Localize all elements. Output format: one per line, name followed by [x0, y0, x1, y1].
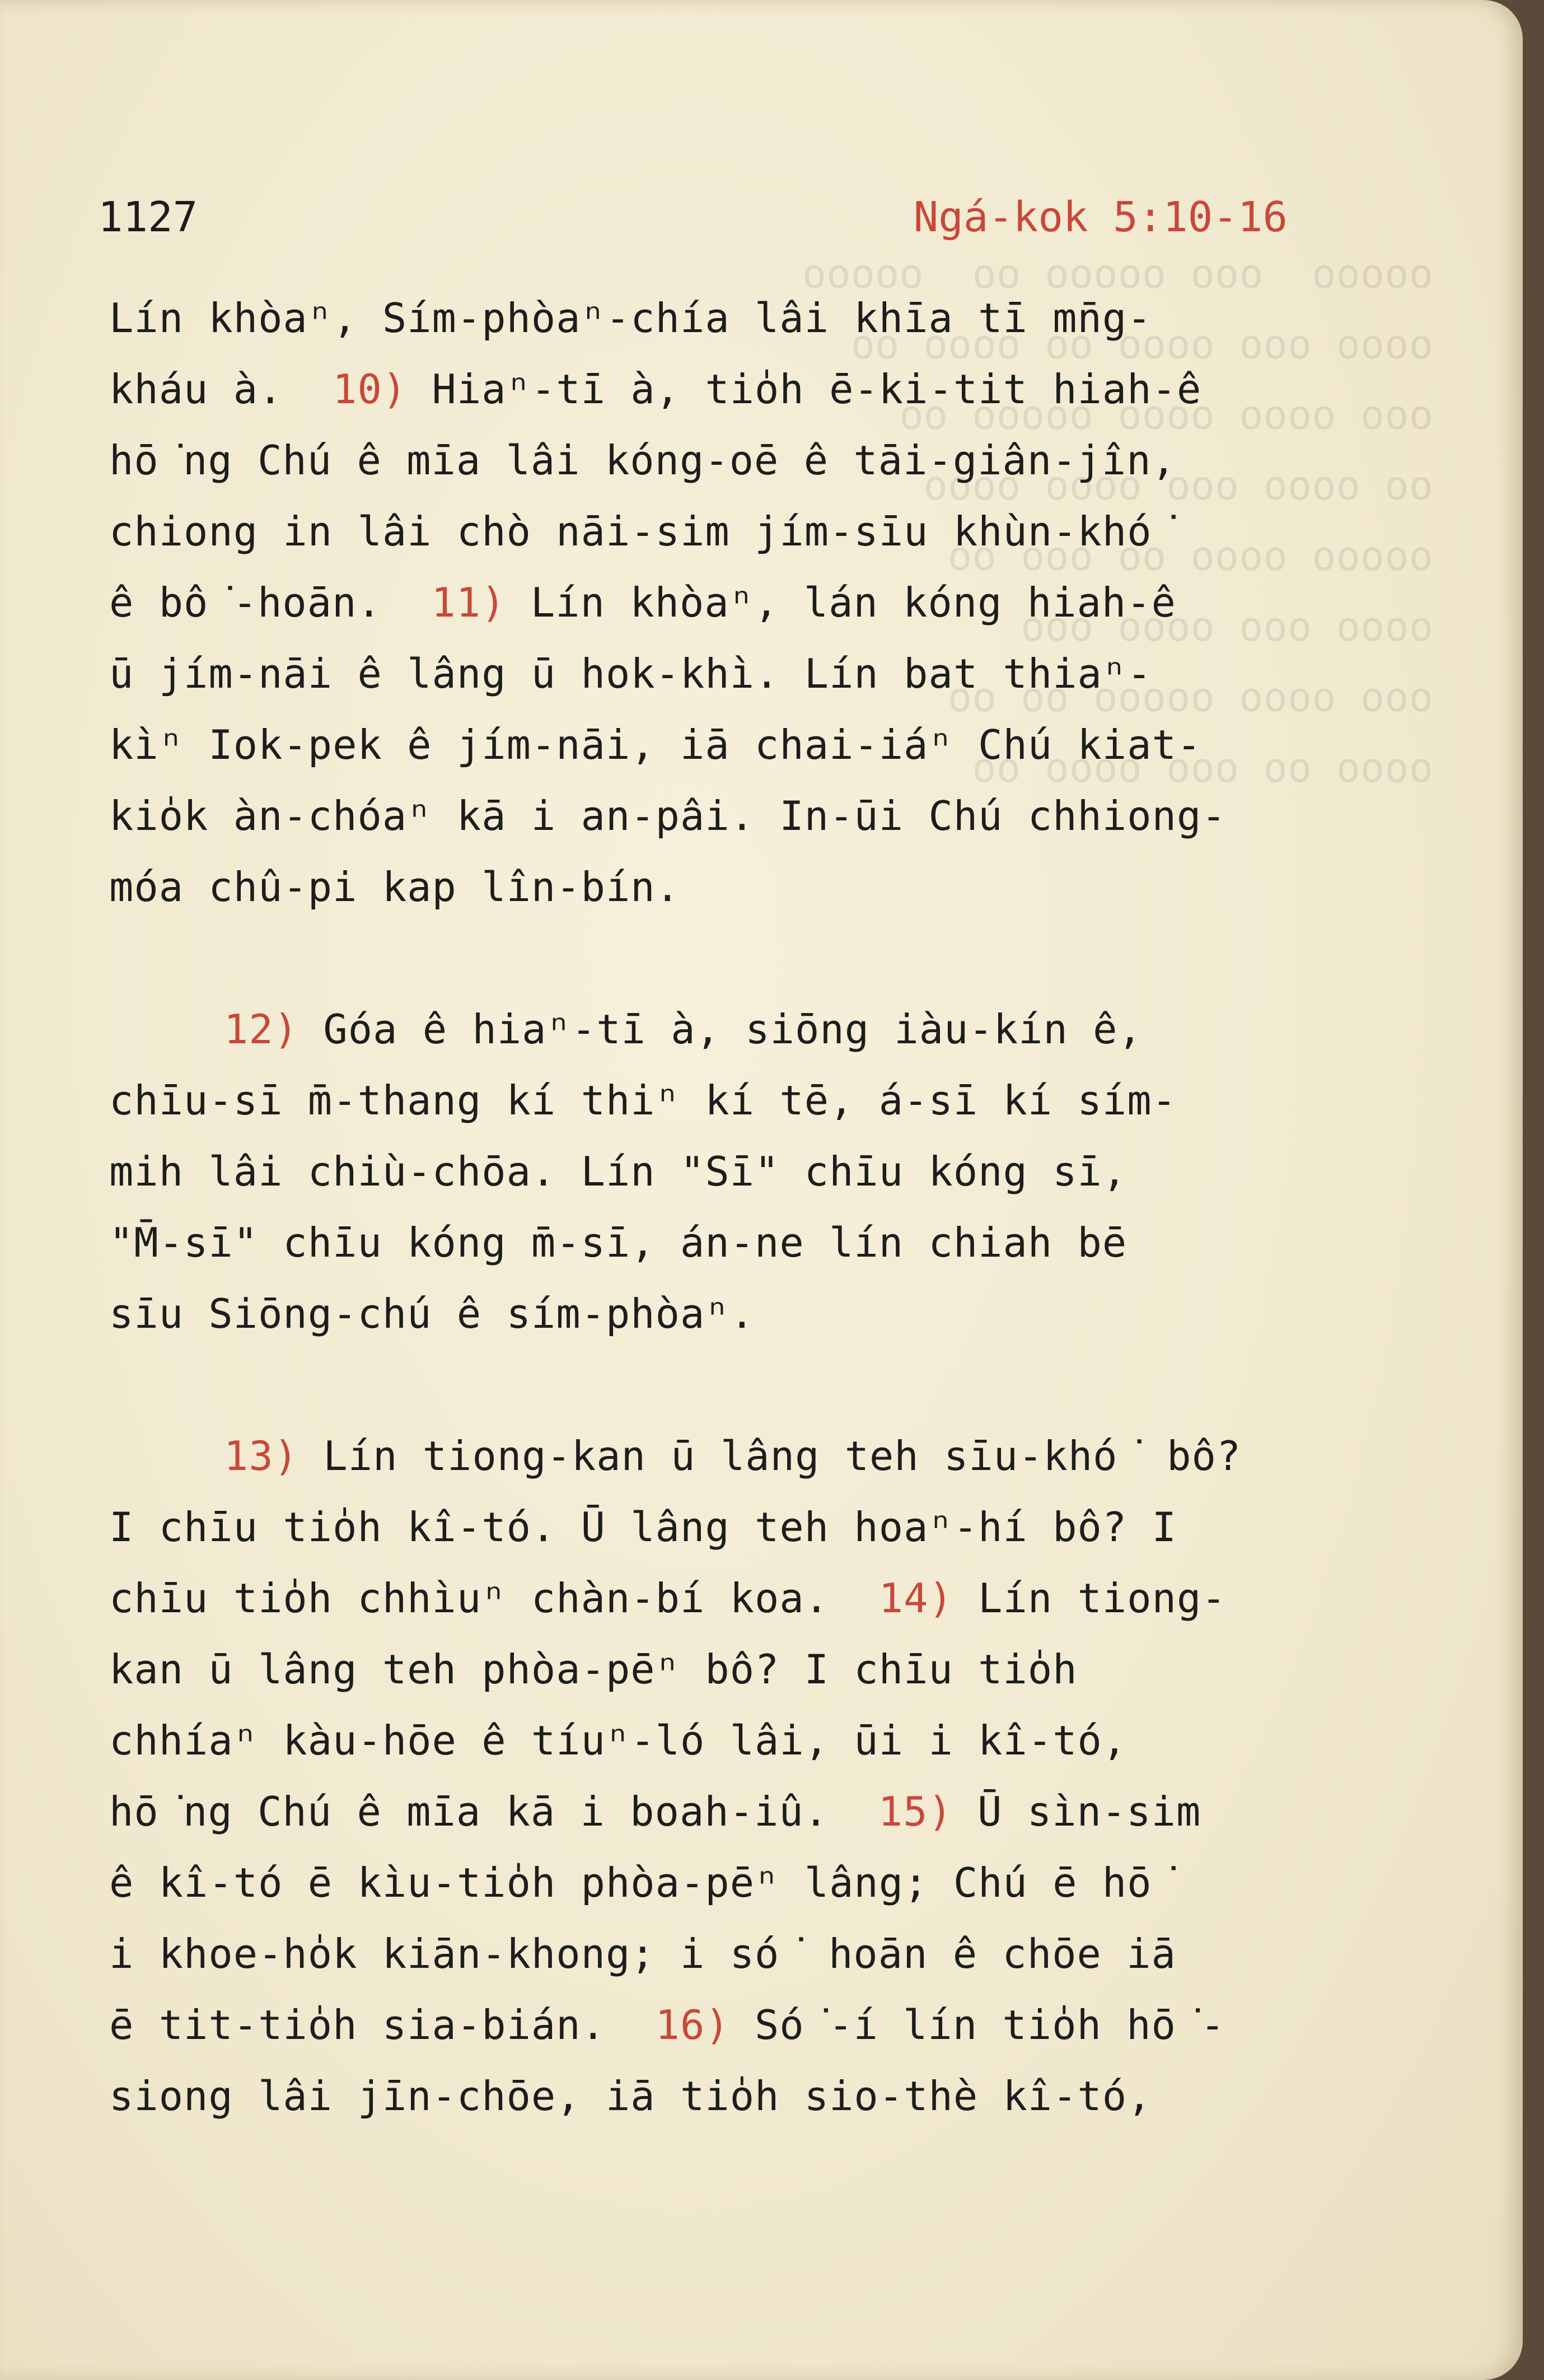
paragraph: [109, 994, 1386, 1350]
verse-text: mih lâi chiù-chōa. Lín "Sī" chīu kóng sī,: [109, 1148, 1127, 1195]
verse-text: sīu Siōng-chú ê sím-phòaⁿ.: [109, 1290, 755, 1337]
text-line: [109, 283, 1386, 354]
text-line: [109, 1776, 1386, 1847]
bleed-through-texture: ooooo ooo ooooo oo ooooo oooo ooo oooo oo oooo oo ooo oooo oooo ooooo oo oo oooo ooo oooo oooo ooooo oooo oo ooo oo oooo ooo oooo ooo ooo oooo ooooo oo oo oooo oo ooo oooo oo: [802, 250, 1433, 791]
verse-text: chīu tio̍h chhìuⁿ chàn-bí koa.: [109, 1575, 879, 1622]
verse-number: 16): [655, 2001, 730, 2048]
text-line: [109, 2061, 1386, 2132]
text-line: [109, 1847, 1386, 1919]
text-line: [109, 496, 1386, 567]
verse-text: i khoe-ho̍k kiān-khong; i só͘ hoān ê chōe iā: [109, 1930, 1176, 1977]
text-line: [109, 354, 1386, 425]
text-line: [109, 1492, 1386, 1563]
text-line: [109, 1705, 1386, 1776]
verse-text: kan ū lâng teh phòa-pēⁿ bô? I chīu tio̍h: [109, 1646, 1078, 1693]
verse-text: chhíaⁿ kàu-hōe ê tíuⁿ-ló lâi, ūi i kî-tó,: [109, 1717, 1127, 1764]
verse-text: Hiaⁿ-tī à, tio̍h ē-ki-tit hiah-ê: [407, 366, 1202, 413]
verse-text: I chīu tio̍h kî-tó. Ū lâng teh hoaⁿ-hí bô? I: [109, 1504, 1177, 1551]
text-line: [109, 994, 1386, 1065]
body-text: [109, 283, 1386, 2132]
text-line: [109, 852, 1386, 923]
verse-number: 15): [878, 1788, 953, 1835]
verse-text: kio̍k àn-chóaⁿ kā i an-pâi. In-ūi Chú chhiong-: [109, 792, 1227, 839]
verse-number: 14): [878, 1575, 953, 1622]
page-number: 1127: [98, 193, 198, 241]
verse-text: siong lâi jīn-chōe, iā tio̍h sio-thè kî-tó,: [109, 2073, 1152, 2120]
verse-text: Góa ê hiaⁿ-tī à, siōng iàu-kín ê,: [298, 1006, 1143, 1053]
verse-number: 12): [224, 1006, 299, 1053]
text-line: [109, 781, 1386, 852]
verse-number: 13): [224, 1432, 299, 1480]
verse-text: chiong in lâi chò nāi-sim jím-sīu khùn-khó͘: [109, 508, 1176, 555]
text-line: [109, 1563, 1386, 1634]
verse-text: kìⁿ Iok-pek ê jím-nāi, iā chai-iáⁿ Chú kiat-: [109, 721, 1202, 768]
text-line: [109, 1634, 1386, 1705]
verse-text: Lín khòaⁿ, lán kóng hiah-ê: [506, 579, 1176, 626]
verse-text: kháu à.: [109, 366, 333, 413]
verse-text: chīu-sī m̄-thang kí thiⁿ kí tē, á-sī kí sím-: [109, 1077, 1177, 1124]
verse-text: móa chû-pi kap lîn-bín.: [109, 864, 680, 911]
page-header: [98, 193, 1288, 249]
text-line: [109, 710, 1386, 781]
verse-text: ū jím-nāi ê lâng ū hok-khì. Lín bat thiaⁿ-: [109, 650, 1152, 697]
text-line: [109, 638, 1386, 710]
verse-text: hō͘ng Chú ê mīa kā i boah-iû.: [109, 1788, 878, 1835]
text-line: [109, 1278, 1386, 1350]
verse-text: ê bô͘-hoān.: [109, 579, 432, 626]
verse-text: ē tit-tio̍h sia-bián.: [109, 2001, 656, 2048]
verse-text: Só͘-í lín tio̍h hō͘-: [729, 2001, 1225, 2048]
text-line: [109, 1207, 1386, 1278]
verse-text: Ū sìn-sim: [952, 1788, 1201, 1835]
text-line: [109, 567, 1386, 638]
verse-text: Lín tiong-kan ū lâng teh sīu-khó͘ bô?: [298, 1432, 1242, 1480]
text-line: [109, 1919, 1386, 1990]
text-line: [109, 1065, 1386, 1136]
text-line: [109, 425, 1386, 496]
verse-number: 10): [333, 366, 408, 413]
running-head: Ngá-kok 5:10-16: [913, 193, 1288, 241]
text-line: [109, 1421, 1386, 1492]
paragraph: [109, 283, 1386, 923]
paragraph: [109, 1421, 1386, 2132]
verse-text: Lín khòaⁿ, Sím-phòaⁿ-chía lâi khīa tī mn̄g-: [109, 295, 1152, 342]
verse-text: Lín tiong-: [953, 1575, 1227, 1622]
text-line: [109, 1990, 1386, 2061]
text-line: [109, 1136, 1386, 1207]
verse-text: hō͘ng Chú ê mīa lâi kóng-oē ê tāi-giân-jîn,: [109, 437, 1176, 484]
verse-number: 11): [431, 579, 506, 626]
verse-text: ê kî-tó ē kìu-tio̍h phòa-pēⁿ lâng; Chú ē hō͘: [109, 1859, 1176, 1906]
verse-text: "M̄-sī" chīu kóng m̄-sī, án-ne lín chiah bē: [109, 1219, 1127, 1266]
